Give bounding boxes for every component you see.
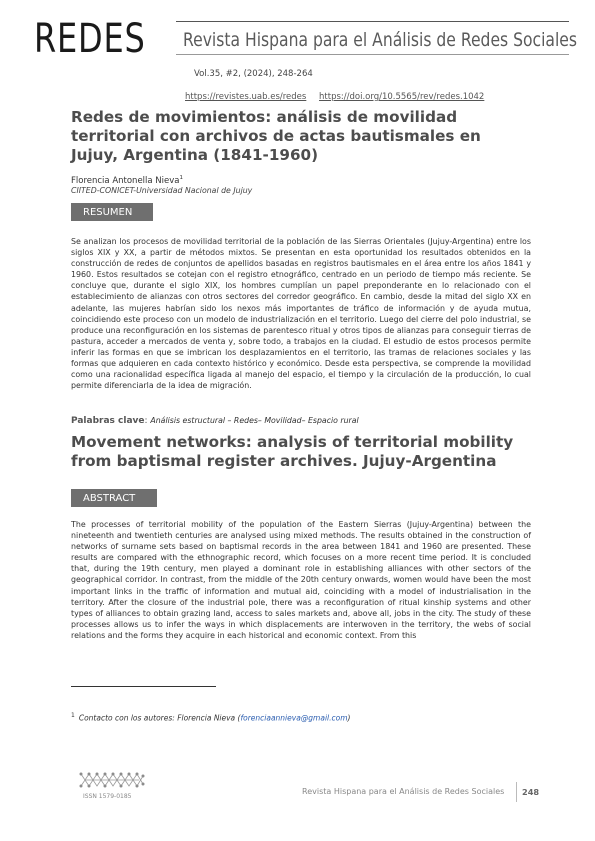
footnote-text: Contacto con los autores: Florencia Nieva ( [78,713,241,723]
author-name [71,175,183,186]
article-title-es: Redes de movimientos: análisis de movilidad territorial con archivos de actas bautismales en Jujuy, Argentina (1841-1960) [71,108,481,164]
journal-url-link[interactable]: https://revistes.uab.es/redes [185,92,307,102]
header-top-rule [176,21,569,22]
footnote-rule [71,686,216,687]
network-logo-icon [79,768,145,792]
header-divider [176,54,569,55]
header-links [185,92,494,102]
footnote-close: ) [347,713,351,723]
footnote-number: 1 [71,712,75,719]
author-name-text: Florencia Antonella Nieva [71,175,180,186]
doi-link[interactable]: https://doi.org/10.5565/rev/redes.1042 [319,92,485,102]
resumen-heading: RESUMEN [71,203,153,221]
article-title-en: Movement networks: analysis of territorial mobility from baptismal register archives. Jujuy-Argentina [71,433,514,470]
footer-journal-name: Revista Hispana para el Análisis de Redes Sociales [302,787,505,796]
resumen-text: Se analizan los procesos de movilidad territorial de la población de las Sierras Orientales (Jujuy-Argentina) entre los siglos XIX y XX, a partir de métodos mixtos. Se presentan en esta oportunidad los resultados obtenidos en la construcción de redes de conjuntos de apellidos basadas en registros bautismales en el área entre los años 1841 y 1960. Estos resultados se cotejan con el registro etnográfico, centrado en un periodo de tiempo más reciente. Se concluye que, durante el siglo XIX, los hombres cumplían un papel preponderante en lo relacionado con el establecimiento de alianzas con otros sectores del corredor geográfico. En cambio, desde la mitad del siglo XX en adelante, las mujeres habrían sido los nexos más importantes de tráfico de información y de ayuda mutua, coincidiendo este proceso con un modelo de industrialización en el territorio. Luego del cierre del polo industrial, se produce una reconfiguración en los sistemas de parentesco ritual y otros tipos de alianzas para conseguir tierras de pastura, acceder a mercados de venta y, sobre todo, a trabajos en la ciudad. El estudio de estos procesos permite inferir las formas en que se imbrican los desplazamientos en el territorio, las tramas de relaciones sociales y las formas que adquieren en cada contexto histórico y económico. Desde esta perspectiva, se comprende la movilidad como una racionalidad específica ligada al manejo del espacio, el tiempo y la circulación de la producción, lo cual permite diferenciarla de la idea de migración. [71,237,531,391]
abstract-text: The processes of territorial mobility of the population of the Eastern Sierras (Jujuy-Argentina) between the nineteenth and twentieth centuries are analysed using mixed methods. The results obtained in the construction of networks of surname sets based on baptismal records in the area between 1841 and 1960 are presented. These results are compared with the ethnographic record, which focuses on a more recent time period. It is concluded that, during the 19th century, men played a dominant role in establishing alliances with other sectors of the geographical corridor. In contrast, from the middle of the 20th century onwards, women would have been the most important links in the traffic of information and mutual aid, coinciding with a model of industrialisation in the territory. After the closure of the industrial pole, there was a reconfiguration of ritual kinship systems and other types of alliances to obtain grazing land, access to sales markets and, above all, jobs in the city. The study of these processes allows us to infer the ways in which displacements are interwoven in the territory, the webs of social relations and the forms they acquire in each historical and economic context. From this [71,520,531,640]
author-email-link[interactable]: forenciaannieva@gmail.com [240,713,348,723]
keywords-label: Palabras clave [71,416,145,426]
journal-logo: REDES [34,16,146,62]
footnote [71,712,350,723]
issn-label: ISSN 1579-0185 [83,793,132,800]
page-number: 248 [522,787,540,797]
keywords-text: Análisis estructural – Redes– Movilidad– Espacio rural [150,416,359,425]
volume-info: Vol.35, #2, (2024), 248-264 [194,69,313,79]
journal-title: Revista Hispana para el Análisis de Redes Sociales [183,29,577,51]
keywords-line: Palabras clave: Análisis estructural – Redes– Movilidad– Espacio rural [71,416,359,426]
author-footnote-marker: 1 [179,175,183,181]
abstract-heading: ABSTRACT [71,489,157,507]
footer-divider [516,782,517,802]
author-affiliation: CIITED-CONICET-Universidad Nacional de Jujuy [71,186,253,195]
